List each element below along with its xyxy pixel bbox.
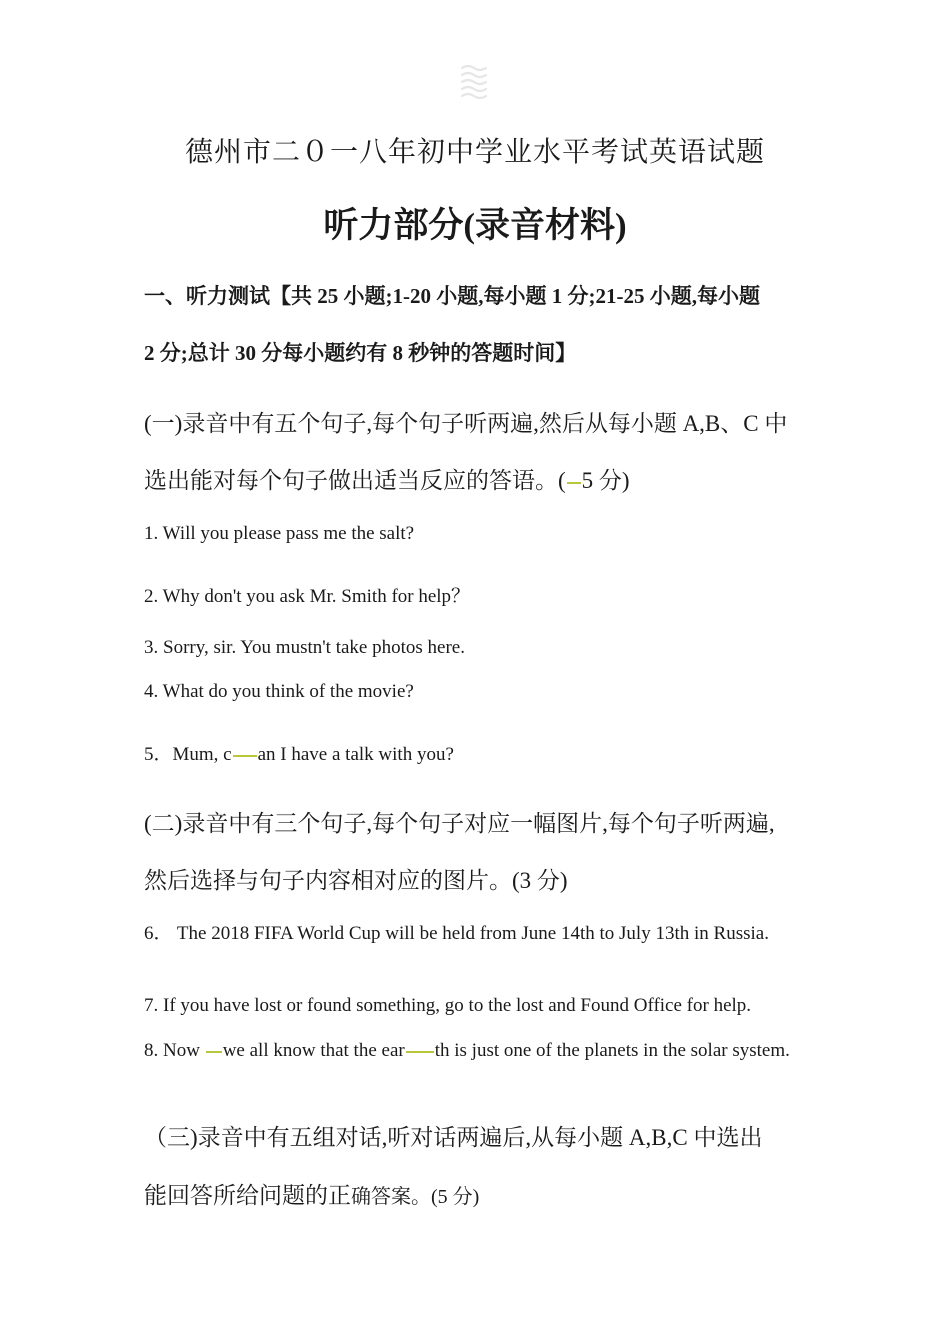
part-three-instruction-line2	[144, 1177, 824, 1210]
part-one-instruction-line1: (一)录音中有五个句子,每个句子听两遍,然后从每小题 A,B、C 中	[144, 411, 788, 436]
document-title: 德州市二０一八年初中学业水平考试英语试题	[184, 137, 765, 168]
list-item-8-end: th is just one of the planets in the solar system.	[434, 1040, 790, 1061]
part-three-instruction-text-a: 能回答所给问题的正	[144, 1183, 351, 1208]
answer-blank	[567, 481, 581, 484]
part-one-score: 5 分)	[581, 468, 630, 493]
section-one-heading-line2: 2 分;总计 30 分每小题约有 8 秒钟的答题时间】	[144, 341, 577, 365]
part-two-instruction-line1: (二)录音中有三个句子,每个句子对应一幅图片,每个句子听两遍,	[144, 811, 775, 836]
wave-lines-icon	[458, 62, 490, 104]
list-item-2: 2. Why don't you ask Mr. Smith for help？	[144, 586, 471, 607]
section-one-heading-line1: 一、听力测试【共 25 小题;1-20 小题,每小题 1 分;21-25 小题,每小题	[144, 284, 760, 308]
document-subtitle: 听力部分(录音材料)	[323, 206, 627, 245]
list-item-5-end: an I have a talk with you?	[257, 744, 454, 765]
part-three-instruction-text-b: 确答案。(5 分)	[351, 1186, 480, 1208]
list-item-8	[144, 1040, 804, 1062]
list-item-6: 6． The 2018 FIFA World Cup will be held from June 14th to July 13th in Russia.	[144, 923, 769, 944]
part-three-instruction-line1: （三)录音中有五组对话,听对话两遍后,从每小题 A,B,C 中选出	[144, 1125, 763, 1150]
list-item-5-start: 5．Mum, c	[144, 744, 232, 765]
list-item-7: 7. If you have lost or found something, go to the lost and Found Office for help.	[144, 995, 752, 1016]
part-one-instruction-line2	[144, 462, 824, 495]
list-item-3: 3. Sorry, sir. You mustn't take photos here.	[144, 637, 465, 658]
list-item-8-start: 8. Now	[144, 1040, 205, 1061]
part-one-instruction-text: 选出能对每个句子做出适当反应的答语。(	[144, 468, 566, 493]
answer-blank	[206, 1050, 222, 1053]
answer-blank	[406, 1050, 434, 1053]
list-item-4: 4. What do you think of the movie?	[144, 681, 414, 702]
list-item-1: 1. Will you please pass me the salt?	[144, 523, 415, 544]
part-two-instruction-line2: 然后选择与句子内容相对应的图片。(3 分)	[144, 868, 568, 893]
list-item-8-middle: we all know that the ear	[222, 1040, 405, 1061]
list-item-5	[144, 739, 804, 766]
answer-blank	[233, 754, 257, 757]
